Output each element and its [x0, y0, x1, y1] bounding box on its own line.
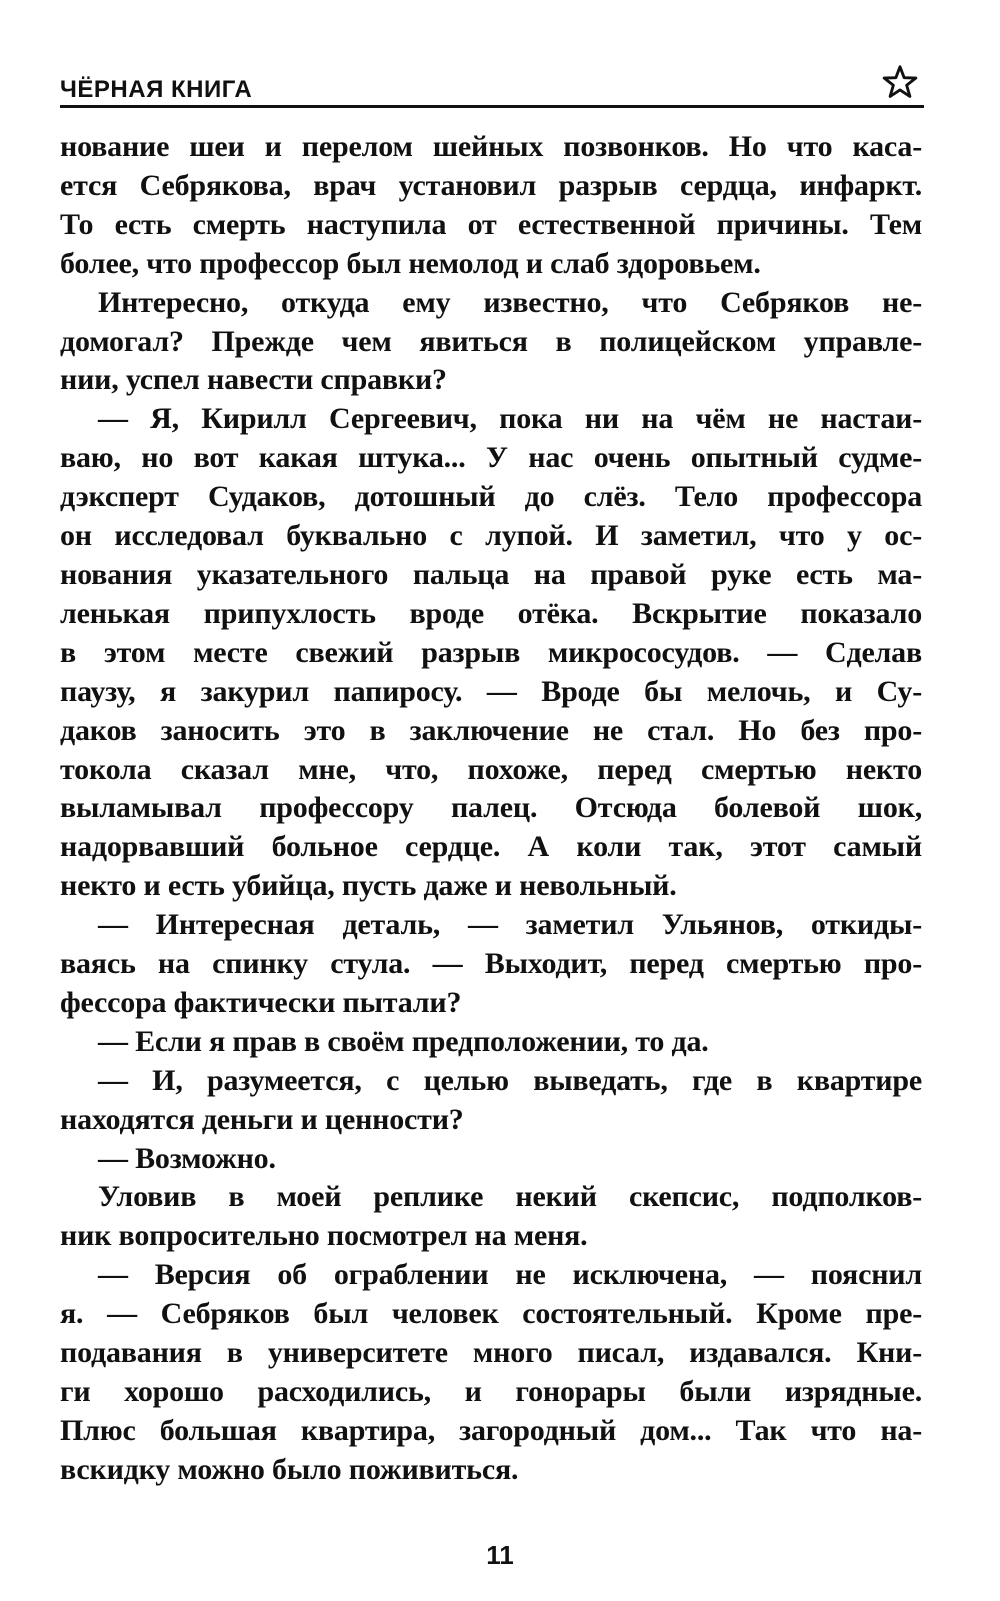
paragraph [60, 906, 922, 1023]
text-line: — И, разумеется, с целью выведать, где в квартире [98, 1063, 922, 1097]
text-line: нования указательного пальца на правой руке есть ма- [60, 557, 922, 591]
text-line: находятся деньги и ценности? [60, 1102, 464, 1136]
text-line: ник вопросительно посмотрел на меня. [60, 1219, 588, 1253]
text-line: нование шеи и перелом шейных позвонков. Но что каса- [60, 130, 922, 163]
text-line: более, что профессор был немолод и слаб здоровьем. [60, 246, 761, 280]
text-line: ваясь на спинку стула. — Выходит, перед смертью про- [60, 947, 922, 981]
paragraph [60, 128, 922, 284]
text-line: — Если я прав в своём предположении, то да. [98, 1024, 709, 1058]
text-line: ленькая припухлость вроде отёка. Вскрытие показало [60, 596, 922, 630]
text-line: надорвавший больное сердце. А коли так, этот самый [60, 830, 922, 864]
text-line: даков заносить это в заключение не стал. Но без про- [60, 713, 922, 747]
paragraph [60, 1256, 922, 1489]
paragraph [60, 1023, 922, 1062]
text-line: ваю, но вот какая штука... У нас очень опытный судме- [60, 441, 922, 475]
text-line: нии, успел навести справки? [60, 363, 447, 397]
text-line: некто и есть убийца, пусть даже и невольный. [60, 869, 677, 903]
text-line: Уловив в моей реплике некий скепсис, подполков- [98, 1180, 922, 1214]
paragraph [60, 1140, 922, 1179]
text-line: он исследовал буквально с лупой. И заметил, что у ос- [60, 519, 922, 553]
text-line: — Интересная деталь, — заметил Ульянов, откиды- [98, 908, 922, 942]
text-line: дэксперт Судаков, дотошный до слёз. Тело профессора [60, 480, 922, 514]
text-line: Плюс большая квартира, загородный дом... Так что на- [60, 1413, 922, 1447]
text-line: вскидку можно было поживиться. [60, 1452, 519, 1486]
text-line: токола сказал мне, что, похоже, перед смертью некто [60, 752, 922, 786]
page-number: 11 [486, 1540, 514, 1570]
text-line: я. — Себряков был человек состоятельный. Кроме пре- [60, 1297, 922, 1331]
text-line: ги хорошо расходились, и гонорары были изрядные. [60, 1375, 922, 1408]
text-line: То есть смерть наступила от естественной причины. Тем [60, 207, 922, 241]
text-line: домогал? Прежде чем явиться в полицейском управле- [60, 324, 922, 358]
paragraph [60, 284, 922, 401]
text-line: в этом месте свежий разрыв микрососудов. — Сделав [60, 635, 922, 669]
paragraph [60, 1178, 922, 1256]
text-line: ется Себрякова, врач установил разрыв сердца, инфаркт. [60, 168, 922, 202]
star-icon [882, 64, 918, 100]
running-header [60, 64, 922, 108]
text-line: — Я, Кирилл Сергеевич, пока ни на чём не настаи- [98, 402, 922, 436]
body-text [60, 128, 922, 1490]
paragraph [60, 400, 922, 906]
text-line: — Возможно. [98, 1141, 276, 1175]
paragraph [60, 1062, 922, 1140]
header-title: ЧЁРНАЯ КНИГА [60, 76, 253, 103]
text-line: подавания в университете много писал, издавался. Кни- [60, 1336, 922, 1370]
text-line: выламывал профессору палец. Отсюда болевой шок, [60, 791, 922, 825]
text-line: фессора фактически пытали? [60, 985, 462, 1019]
header-rule [60, 105, 924, 108]
text-line: паузу, я закурил папиросу. — Вроде бы мелочь, и Су- [60, 674, 922, 708]
text-line: Интересно, откуда ему известно, что Себряков не- [98, 285, 922, 319]
text-line: — Версия об ограблении не исключена, — пояснил [98, 1258, 922, 1292]
